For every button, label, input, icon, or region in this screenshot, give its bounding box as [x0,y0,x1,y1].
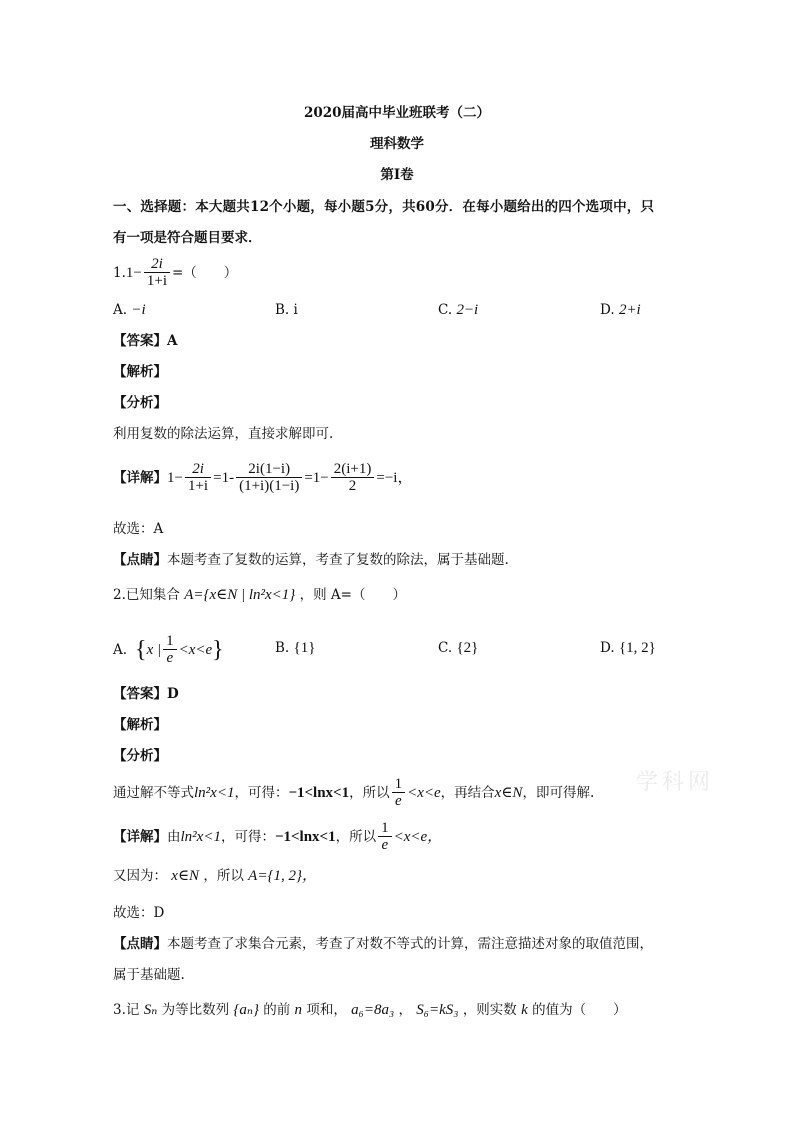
fraction-denominator: 1+i [146,273,167,289]
math-expr: x∈N [494,784,523,801]
text: ，再结合 [440,784,495,801]
option-a [113,633,224,666]
comment-label: 【点睛】 [113,552,167,568]
math-expr: n [294,1002,303,1018]
fraction-numerator: 2i(1−i) [236,461,302,478]
fraction [331,461,375,494]
option-label: D. [600,640,615,656]
fenxi-text: 利用复数的除法运算，直接求解即可. [113,426,334,442]
option-value: {2} [456,640,479,656]
fraction-denominator: (1+i)(1−i) [239,478,300,494]
text: ，则实数 [462,1002,517,1018]
text: ， [398,1002,412,1018]
also-line [113,867,317,885]
detail-label: 【详解】 [113,469,167,486]
math-expr: x | [146,641,162,658]
section-heading-line1: 一、选择题：本大题共12个小题，每小题5分，共60分．在每小题给出的四个选项中，只 [113,199,655,215]
question-number: 1. [113,264,126,281]
fraction [392,776,406,809]
detail-label: 【详解】 [113,828,167,845]
math-expr: ln²x<1 [194,784,235,801]
fraction-numerator: 2(i+1) [331,461,375,478]
math-expr: <x<e， [393,828,443,845]
comment-label: 【点睛】 [113,936,167,952]
option-label: B. [275,640,290,656]
fraction-denominator: e [381,837,389,853]
question-tail: ，则 A=（ ） [299,587,406,603]
fraction-numerator: 1 [378,820,392,837]
comment-line [113,551,509,569]
text: 的前 [263,1002,291,1018]
option-label: A. [113,641,128,658]
question-3-stem [113,1001,627,1019]
math-expr: a₆=8a₃ [351,1002,395,1018]
fraction-numerator: 1 [392,776,406,793]
math-expr: {aₙ} [233,1002,259,1018]
math-expr: A={x∈N | ln²x<1} [184,587,296,603]
fraction-denominator: e [395,793,402,809]
option-value: {1, 2} [618,640,656,656]
text: ，可得： [234,784,289,801]
watermark: 学科网 [636,770,715,795]
text: 的值为（ ） [532,1002,627,1018]
option-value: 2−i [456,302,479,318]
fenxi-label: 【分析】 [113,748,167,764]
text: 为等比数列 [161,1002,230,1018]
math-expr: =1− [304,469,329,486]
choose-text: 故选：A [113,521,164,537]
fraction-denominator: e [166,650,174,666]
math-expr: k [521,1002,528,1018]
fraction [378,820,392,853]
math-expr: A={1, 2}， [248,868,317,884]
detail-line [113,461,412,494]
math-expr: =−i， [376,469,413,486]
text: ，所以 [335,828,377,845]
analysis-label: 【解析】 [113,364,167,380]
option-b [275,301,298,319]
text: ，所以 [349,784,390,801]
fraction [185,461,211,494]
option-label: C. [438,302,453,318]
option-label: A. [113,302,128,318]
fraction-denominator: 1+i [187,478,209,494]
fraction [144,256,170,289]
option-d [600,639,656,657]
answer-label: 【答案】A [113,333,178,349]
option-c [438,301,478,319]
fraction [163,633,177,666]
text: 由 [167,828,181,845]
fraction-numerator: 1 [163,633,177,650]
math-expr: 1− [167,469,183,486]
comment-line [113,935,653,953]
answer-label: 【答案】D [113,686,179,702]
text: 又因为： [113,868,167,884]
math-expr: <x<e [407,784,441,801]
option-c [438,639,478,657]
text: ，可得： [220,828,275,845]
fraction [236,461,302,494]
text: ，所以 [203,868,244,884]
text: 通过解不等式 [113,784,194,801]
comment-text: 本题考查了求集合元素，考查了对数不等式的计算，需注意描述对象的取值范围， [167,936,653,952]
fraction-denominator: 2 [348,478,357,494]
option-label: B. [275,302,290,318]
math-expr: x∈N [171,868,200,884]
exam-title: 2020届高中毕业班联考（二） [303,105,491,121]
option-label: D. [600,302,615,318]
question-1-stem [113,256,237,289]
math-expr: 1− [125,264,142,281]
fenxi-label: 【分析】 [113,395,167,411]
exam-volume: 第Ⅰ卷 [380,167,414,183]
comment-text: 本题考查了复数的运算，考查了复数的除法，属于基础题. [167,552,509,568]
question-text: 2.已知集合 [113,587,180,603]
option-a [113,301,146,319]
choose-text: 故选：D [113,905,165,921]
fraction-numerator: 2i [144,256,170,273]
section-heading-line2: 有一项是符合题目要求． [113,230,262,246]
text: ，即可得解. [522,784,595,801]
option-value: 2+i [618,302,641,318]
comment-line-2: 属于基础题. [113,967,185,983]
option-d [600,301,641,319]
right-brace-icon: } [212,636,224,663]
option-b [275,639,315,657]
math-expr: =1- [213,469,235,486]
math-expr: ln²x<1 [180,828,221,845]
exam-subject: 理科数学 [370,136,424,152]
math-expr: −1<lnx<1 [288,784,350,801]
fraction-numerator: 2i [185,461,211,478]
question-tail: =（ ） [172,264,238,281]
math-expr: −1<lnx<1 [274,828,336,845]
analysis-label: 【解析】 [113,717,167,733]
option-value: {1} [293,640,316,656]
option-value: i [293,302,298,318]
fenxi-line [113,776,594,809]
detail-line [113,820,442,853]
text: 项和， [306,1002,347,1018]
math-expr: S₆=kS₃ [416,1002,459,1018]
text: 3.记 [113,1002,140,1018]
option-label: C. [438,640,453,656]
question-2-stem [113,586,406,604]
option-value: −i [131,302,146,318]
left-brace-icon: { [135,636,147,663]
math-expr: <x<e [178,641,213,658]
math-expr: Sₙ [143,1002,158,1018]
